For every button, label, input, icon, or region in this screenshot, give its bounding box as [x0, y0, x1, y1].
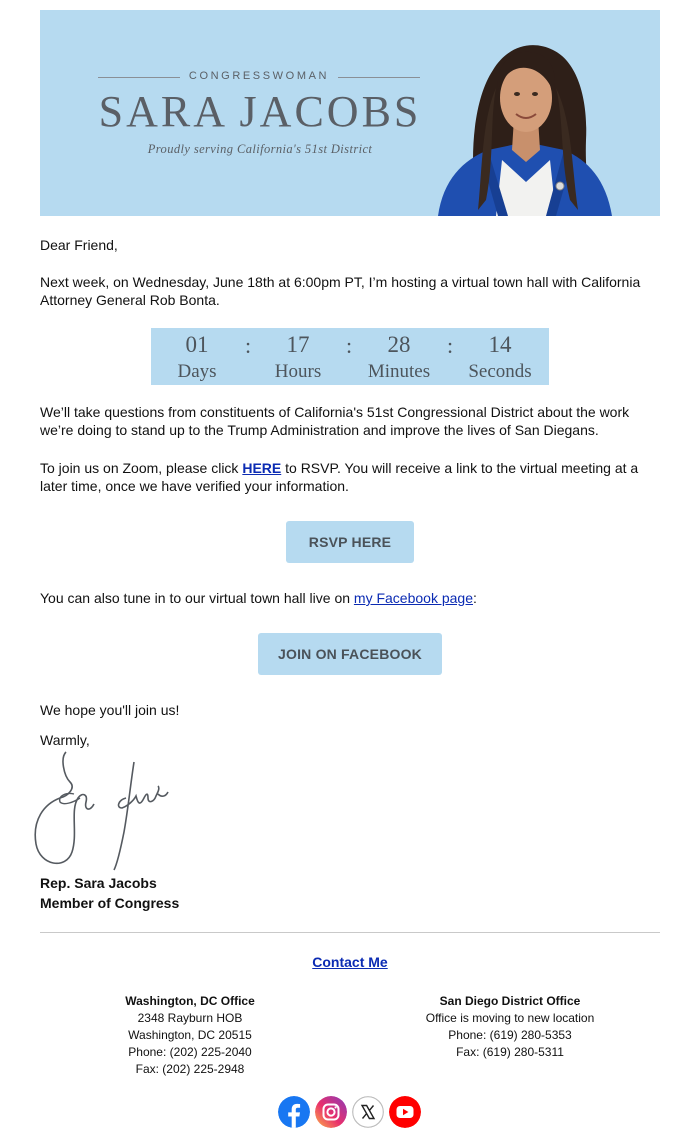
- sd-office-title: San Diego District Office: [439, 994, 581, 1008]
- header-name: SARA JACOBS: [98, 87, 422, 136]
- sd-office-phone: Phone: (619) 280-5353: [448, 1028, 572, 1042]
- countdown-days: [152, 328, 242, 384]
- countdown-seconds-label: Seconds: [468, 361, 532, 382]
- zoom-text-before: To join us on Zoom, please click: [40, 460, 243, 476]
- hope-line: We hope you'll join us!: [40, 702, 180, 718]
- countdown-minutes-label: Minutes: [367, 361, 431, 382]
- youtube-icon[interactable]: [389, 1096, 421, 1128]
- sd-office: [390, 993, 630, 1061]
- countdown-hours-value: 17: [286, 332, 310, 357]
- email-body: [40, 10, 660, 1076]
- dc-office: [70, 993, 310, 1078]
- facebook-paragraph: [40, 589, 477, 607]
- dc-office-title: Washington, DC Office: [125, 994, 255, 1008]
- countdown-timer: [151, 328, 549, 385]
- dc-office-line1: 2348 Rayburn HOB: [137, 1011, 243, 1025]
- x-icon[interactable]: [352, 1096, 384, 1128]
- closing-line: Warmly,: [40, 732, 90, 748]
- countdown-seconds-value: 14: [488, 332, 512, 357]
- kicker-row: [98, 70, 420, 86]
- zoom-paragraph: [40, 459, 660, 495]
- signer-name: Rep. Sara Jacobs: [40, 875, 157, 891]
- signer-title: Member of Congress: [40, 895, 180, 911]
- facebook-icon[interactable]: [278, 1096, 310, 1128]
- intro-paragraph: Next week, on Wednesday, June 18th at 6:00pm PT, I’m hosting a virtual town hall with California Attorney General Rob Bonta.: [40, 274, 641, 308]
- congresswoman-photo: [438, 10, 614, 216]
- social-icons: [278, 1096, 424, 1130]
- greeting: Dear Friend,: [40, 237, 118, 253]
- contact-row: [40, 954, 660, 970]
- countdown-minutes-value: 28: [387, 332, 411, 357]
- footer-divider: [40, 932, 660, 933]
- header-kicker: CONGRESSWOMAN: [188, 70, 330, 82]
- rsvp-button[interactable]: RSVP HERE: [286, 521, 414, 563]
- countdown-seconds: [455, 328, 545, 384]
- zoom-rsvp-link[interactable]: HERE: [242, 460, 282, 476]
- facebook-page-link[interactable]: my Facebook page: [353, 590, 473, 606]
- countdown-days-value: 01: [185, 332, 209, 357]
- dc-office-line2: Washington, DC 20515: [128, 1028, 252, 1042]
- facebook-text-after: :: [472, 590, 477, 606]
- kicker-rule-right: [338, 77, 420, 78]
- header-banner: [40, 10, 660, 216]
- countdown-hours: [253, 328, 343, 384]
- sd-office-line1: Office is moving to new location: [425, 1011, 595, 1025]
- instagram-icon[interactable]: [315, 1096, 347, 1128]
- contact-me-link[interactable]: Contact Me: [312, 954, 388, 970]
- header-tagline: Proudly serving California's 51st District: [147, 142, 373, 156]
- dc-office-fax: Fax: (202) 225-2948: [135, 1062, 245, 1076]
- dc-office-phone: Phone: (202) 225-2040: [128, 1045, 252, 1059]
- questions-paragraph: We’ll take questions from constituents of California's 51st Congressional District about the work we’re doing to stand up to the Trump Administration and improve the lives of San Diegans.: [40, 404, 630, 438]
- join-facebook-button[interactable]: JOIN ON FACEBOOK: [258, 633, 442, 675]
- facebook-text-before: You can also tune in to our virtual town hall live on: [40, 590, 354, 606]
- countdown-separator: :: [245, 333, 252, 358]
- countdown-hours-label: Hours: [274, 361, 322, 382]
- countdown-minutes: [354, 328, 444, 384]
- signature: [30, 748, 170, 872]
- sd-office-fax: Fax: (619) 280-5311: [456, 1045, 564, 1059]
- countdown-separator: :: [447, 333, 454, 358]
- countdown-days-label: Days: [177, 361, 217, 382]
- countdown-separator: :: [346, 333, 353, 358]
- zoom-text-after: to RSVP. You will receive a link to the virtual meeting at a later time, once we have verified your information.: [40, 460, 639, 494]
